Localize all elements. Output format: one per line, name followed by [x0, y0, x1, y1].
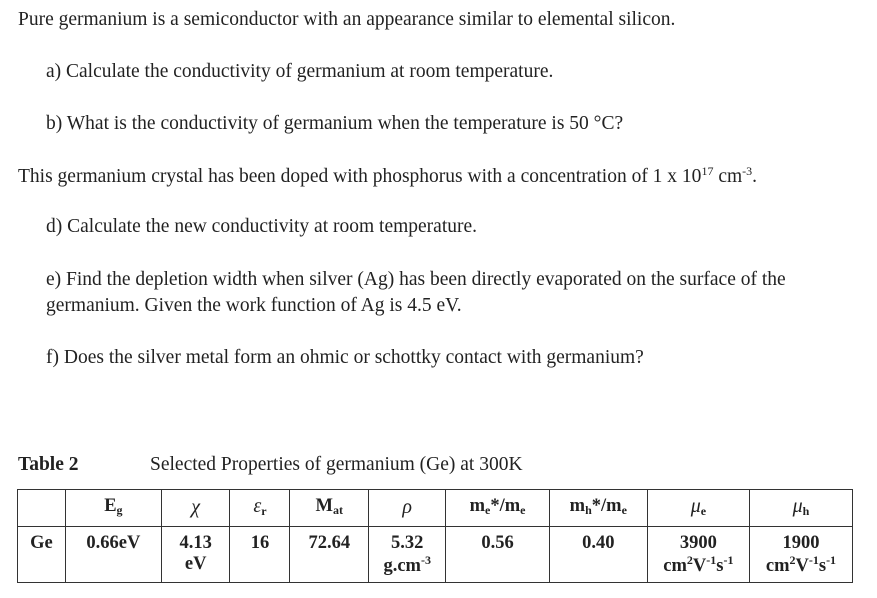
- table-caption: [18, 454, 79, 476]
- intro-text: Pure germanium is a semiconductor with an appearance similar to elemental silicon.: [18, 9, 676, 30]
- header-atomic-mass: $M_{at}$: [290, 490, 369, 527]
- question-f: f) Does the silver metal form an ohmic or schottky contact with germanium?: [46, 347, 644, 368]
- header-electron-mass: $m_e*/m_e$: [446, 490, 549, 527]
- doping-exponent: 17: [701, 164, 714, 178]
- doping-unit-exponent: -3: [742, 164, 753, 178]
- header-electron-affinity: χ: [161, 490, 230, 527]
- cell-hole-mass: 0.40: [549, 527, 647, 583]
- cell-atomic-mass: 72.64: [290, 527, 369, 583]
- cell-hole-mobility: 1900 $cm^2V^{-1}s^{-1}$: [749, 527, 852, 583]
- cell-permittivity: 16: [230, 527, 290, 583]
- question-b: b) What is the conductivity of germanium when the temperature is 50 °C?: [46, 113, 624, 134]
- doping-statement: [18, 164, 757, 188]
- question-e-line2: germanium. Given the work function of Ag is 4.5 eV.: [46, 295, 462, 316]
- header-hole-mass: $m_h*/m_e$: [549, 490, 647, 527]
- doping-text: This germanium crystal has been doped with phosphorus with a concentration of 1 x 10: [18, 166, 702, 187]
- question-e-line1: e) Find the depletion width when silver (Ag) has been directly evaporated on the surface of the: [46, 269, 786, 290]
- cell-density: 5.32 $g.cm^{-3}$: [369, 527, 446, 583]
- header-density: ρ: [369, 490, 446, 527]
- question-a: a) Calculate the conductivity of germanium at room temperature.: [46, 61, 554, 82]
- table-header-row: [18, 490, 853, 527]
- header-electron-mobility: $\mu_e$: [647, 490, 749, 527]
- properties-table: [17, 489, 853, 583]
- table-row: [18, 527, 853, 583]
- doping-period: .: [752, 166, 758, 187]
- question-d: d) Calculate the new conductivity at room temperature.: [46, 216, 478, 237]
- cell-band-gap: 0.66eV: [65, 527, 161, 583]
- cell-material: Ge: [18, 527, 66, 583]
- header-empty: [18, 490, 66, 527]
- header-hole-mobility: $\mu_h$: [749, 490, 852, 527]
- doping-unit: cm: [713, 166, 743, 187]
- table-label: Table 2: [18, 454, 79, 475]
- header-band-gap: $E_g$: [65, 490, 161, 527]
- cell-electron-mobility: 3900 $cm^2V^{-1}s^{-1}$: [647, 527, 749, 583]
- cell-electron-mass: 0.56: [446, 527, 549, 583]
- table-title: Selected Properties of germanium (Ge) at 300K: [150, 454, 523, 475]
- cell-electron-affinity: 4.13 eV: [161, 527, 230, 583]
- header-permittivity: $\varepsilon_r$: [230, 490, 290, 527]
